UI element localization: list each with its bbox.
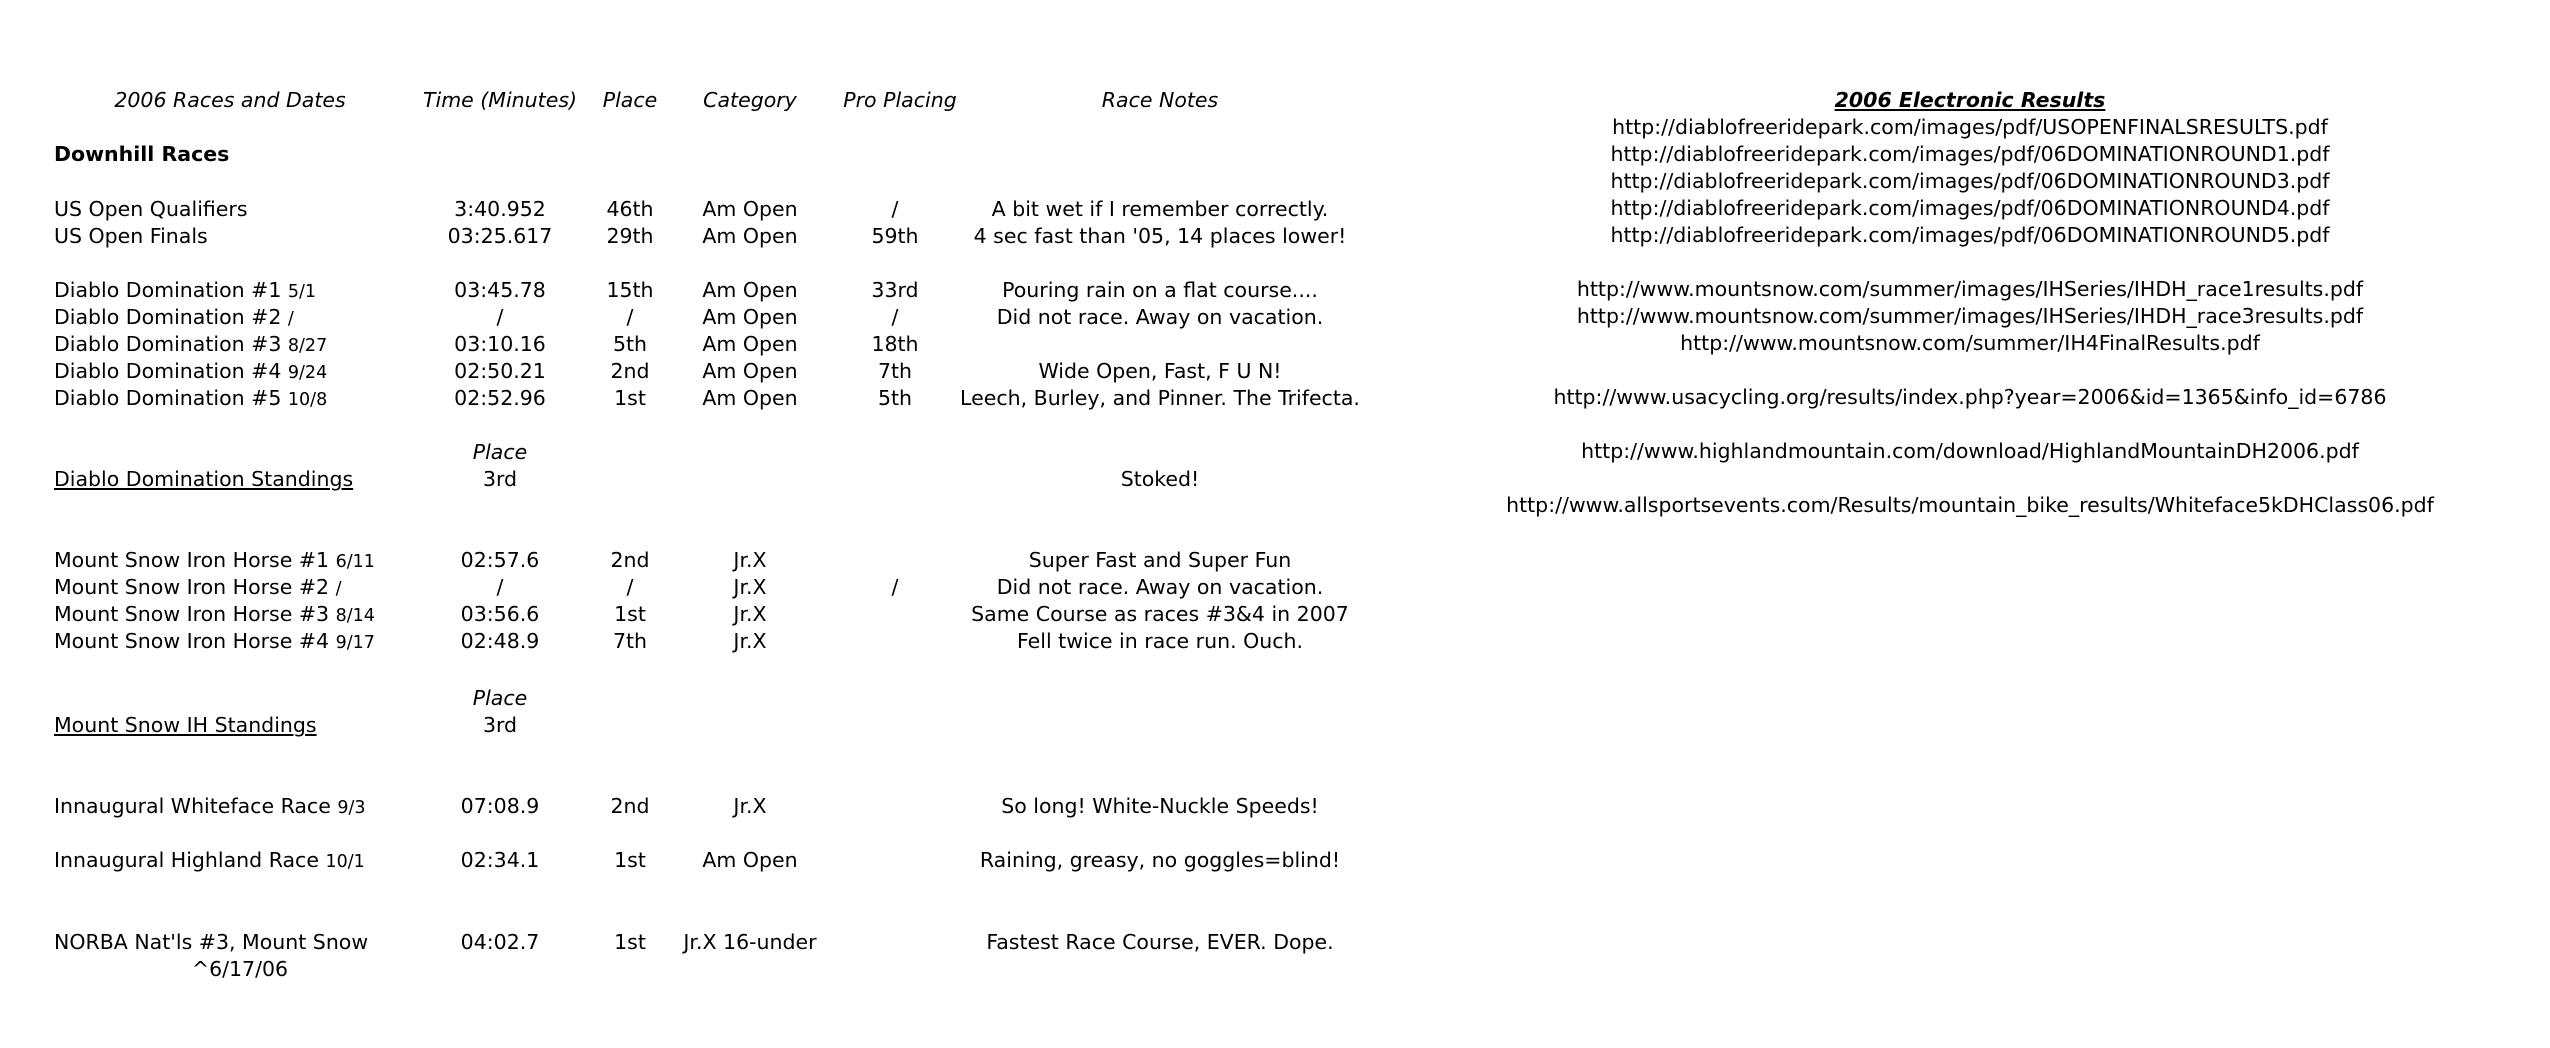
race-category: Jr.X bbox=[733, 548, 767, 572]
race-notes: Wide Open, Fast, F U N! bbox=[1038, 359, 1282, 383]
race-date: 8/14 bbox=[335, 606, 375, 626]
header-time: Time (Minutes) bbox=[422, 88, 577, 112]
race-place: 15th bbox=[606, 278, 654, 302]
header-electronic-results: 2006 Electronic Results bbox=[1834, 88, 2106, 112]
race-notes: Leech, Burley, and Pinner. The Trifecta. bbox=[960, 386, 1360, 410]
result-link[interactable]: http://www.mountsnow.com/summer/images/IHSeries/IHDH_race1results.pdf bbox=[1576, 277, 2364, 301]
standings-label: Diablo Domination Standings bbox=[54, 467, 354, 491]
race-notes: Pouring rain on a flat course.... bbox=[1002, 278, 1318, 302]
race-date: 9/24 bbox=[287, 363, 328, 383]
race-notes: So long! White-Nuckle Speeds! bbox=[1001, 794, 1319, 818]
race-notes: Super Fast and Super Fun bbox=[1028, 548, 1292, 572]
race-place: 2nd bbox=[610, 794, 650, 818]
race-pro-placing: / bbox=[891, 305, 899, 329]
race-time: 03:10.16 bbox=[454, 332, 546, 356]
race-category: Jr.X bbox=[733, 794, 767, 818]
header-races: 2006 Races and Dates bbox=[114, 88, 346, 112]
race-place: 2nd bbox=[610, 359, 650, 383]
race-date: / bbox=[335, 579, 342, 599]
race-time: 02:34.1 bbox=[460, 848, 540, 872]
race-time: 04:02.7 bbox=[460, 930, 540, 954]
race-pro-placing: 18th bbox=[871, 332, 919, 356]
race-time: 02:52.96 bbox=[454, 386, 546, 410]
race-name: Diablo Domination #1 bbox=[54, 278, 282, 302]
race-category: Am Open bbox=[702, 386, 798, 410]
standings-label: Mount Snow IH Standings bbox=[54, 713, 317, 737]
race-pro-placing: 7th bbox=[877, 359, 913, 383]
race-date: 6/11 bbox=[335, 552, 375, 572]
race-date: 5/1 bbox=[287, 282, 317, 302]
race-place: 5th bbox=[612, 332, 648, 356]
header-pro-placing: Pro Placing bbox=[843, 88, 957, 112]
section-title: Downhill Races bbox=[54, 142, 230, 166]
standings-note: Stoked! bbox=[1120, 467, 1200, 491]
race-name: US Open Qualifiers bbox=[54, 197, 248, 221]
race-pro-placing: / bbox=[891, 575, 899, 599]
race-place: 2nd bbox=[610, 548, 650, 572]
race-category: Am Open bbox=[702, 359, 798, 383]
race-category: Am Open bbox=[702, 332, 798, 356]
race-time: 02:57.6 bbox=[460, 548, 540, 572]
race-name: Diablo Domination #5 bbox=[54, 386, 282, 410]
race-notes: Did not race. Away on vacation. bbox=[996, 305, 1324, 329]
race-notes: Raining, greasy, no goggles=blind! bbox=[979, 848, 1341, 872]
race-category: Am Open bbox=[702, 278, 798, 302]
race-place: 1st bbox=[614, 848, 646, 872]
race-place: 1st bbox=[614, 386, 646, 410]
header-category: Category bbox=[703, 88, 797, 112]
race-category: Am Open bbox=[702, 224, 798, 248]
race-time: 02:50.21 bbox=[454, 359, 546, 383]
standings-place: 3rd bbox=[482, 713, 518, 737]
race-time: 07:08.9 bbox=[460, 794, 540, 818]
result-link[interactable]: http://diablofreeridepark.com/images/pdf/USOPENFINALSRESULTS.pdf bbox=[1612, 115, 2328, 139]
race-time: 02:48.9 bbox=[460, 629, 540, 653]
standings-place: 3rd bbox=[482, 467, 518, 491]
race-notes: 4 sec fast than '05, 14 places lower! bbox=[973, 224, 1347, 248]
race-place: 46th bbox=[606, 197, 654, 221]
race-date: 8/27 bbox=[287, 336, 328, 356]
result-link[interactable]: http://www.highlandmountain.com/download/HighlandMountainDH2006.pdf bbox=[1581, 439, 2359, 463]
race-time: 03:45.78 bbox=[454, 278, 546, 302]
race-category: Am Open bbox=[702, 848, 798, 872]
race-name: NORBA Nat'ls #3, Mount Snow bbox=[54, 930, 369, 954]
race-date: 10/1 bbox=[325, 852, 365, 872]
race-name: Diablo Domination #4 bbox=[54, 359, 282, 383]
race-notes: Same Course as races #3&4 in 2007 bbox=[971, 602, 1349, 626]
result-link[interactable]: http://diablofreeridepark.com/images/pdf/06DOMINATIONROUND1.pdf bbox=[1610, 142, 2330, 166]
race-category: Am Open bbox=[702, 197, 798, 221]
standings-place-label: Place bbox=[472, 440, 528, 464]
race-category: Jr.X 16-under bbox=[683, 930, 817, 954]
race-name: Innaugural Whiteface Race bbox=[54, 794, 331, 818]
race-notes: Did not race. Away on vacation. bbox=[996, 575, 1324, 599]
race-name: Mount Snow Iron Horse #3 bbox=[54, 602, 330, 626]
race-time: / bbox=[496, 575, 504, 599]
result-link[interactable]: http://diablofreeridepark.com/images/pdf/06DOMINATIONROUND4.pdf bbox=[1610, 196, 2330, 220]
race-place: 29th bbox=[606, 224, 654, 248]
result-link[interactable]: http://www.mountsnow.com/summer/IH4FinalResults.pdf bbox=[1680, 331, 2260, 355]
race-date: ^6/17/06 bbox=[191, 957, 289, 981]
result-link[interactable]: http://www.allsportsevents.com/Results/mountain_bike_results/Whiteface5kDHClass06.pdf bbox=[1506, 493, 2434, 517]
race-place: / bbox=[626, 575, 634, 599]
race-name: Diablo Domination #2 bbox=[54, 305, 282, 329]
race-pro-placing: 59th bbox=[871, 224, 919, 248]
race-name: Mount Snow Iron Horse #1 bbox=[54, 548, 330, 572]
race-name: Innaugural Highland Race bbox=[54, 848, 319, 872]
race-name: US Open Finals bbox=[54, 224, 208, 248]
race-time: 3:40.952 bbox=[454, 197, 546, 221]
race-notes: Fastest Race Course, EVER. Dope. bbox=[986, 930, 1334, 954]
race-date: 10/8 bbox=[287, 390, 328, 410]
race-category: Jr.X bbox=[733, 629, 767, 653]
race-pro-placing: / bbox=[891, 197, 899, 221]
race-date: / bbox=[287, 309, 294, 329]
race-notes: Fell twice in race run. Ouch. bbox=[1016, 629, 1304, 653]
race-pro-placing: 33rd bbox=[871, 278, 919, 302]
race-category: Jr.X bbox=[733, 575, 767, 599]
race-date: 9/3 bbox=[337, 798, 366, 818]
result-link[interactable]: http://www.mountsnow.com/summer/images/IHSeries/IHDH_race3results.pdf bbox=[1576, 304, 2364, 328]
race-time: 03:25.617 bbox=[447, 224, 553, 248]
race-time: / bbox=[496, 305, 504, 329]
race-name: Diablo Domination #3 bbox=[54, 332, 282, 356]
race-category: Jr.X bbox=[733, 602, 767, 626]
header-race-notes: Race Notes bbox=[1101, 88, 1219, 112]
race-pro-placing: 5th bbox=[877, 386, 913, 410]
header-place: Place bbox=[602, 88, 658, 112]
result-link[interactable]: http://diablofreeridepark.com/images/pdf/06DOMINATIONROUND5.pdf bbox=[1610, 223, 2330, 247]
race-time: 03:56.6 bbox=[460, 602, 540, 626]
race-name: Mount Snow Iron Horse #4 bbox=[54, 629, 330, 653]
race-place: / bbox=[626, 305, 634, 329]
race-name: Mount Snow Iron Horse #2 bbox=[54, 575, 330, 599]
race-place: 1st bbox=[614, 930, 646, 954]
result-link[interactable]: http://diablofreeridepark.com/images/pdf/06DOMINATIONROUND3.pdf bbox=[1610, 169, 2330, 193]
race-category: Am Open bbox=[702, 305, 798, 329]
race-notes: A bit wet if I remember correctly. bbox=[991, 197, 1329, 221]
result-link[interactable]: http://www.usacycling.org/results/index.php?year=2006&id=1365&info_id=6786 bbox=[1553, 385, 2387, 409]
race-date: 9/17 bbox=[335, 633, 375, 653]
race-place: 7th bbox=[612, 629, 648, 653]
standings-place-label: Place bbox=[472, 686, 528, 710]
race-place: 1st bbox=[614, 602, 646, 626]
